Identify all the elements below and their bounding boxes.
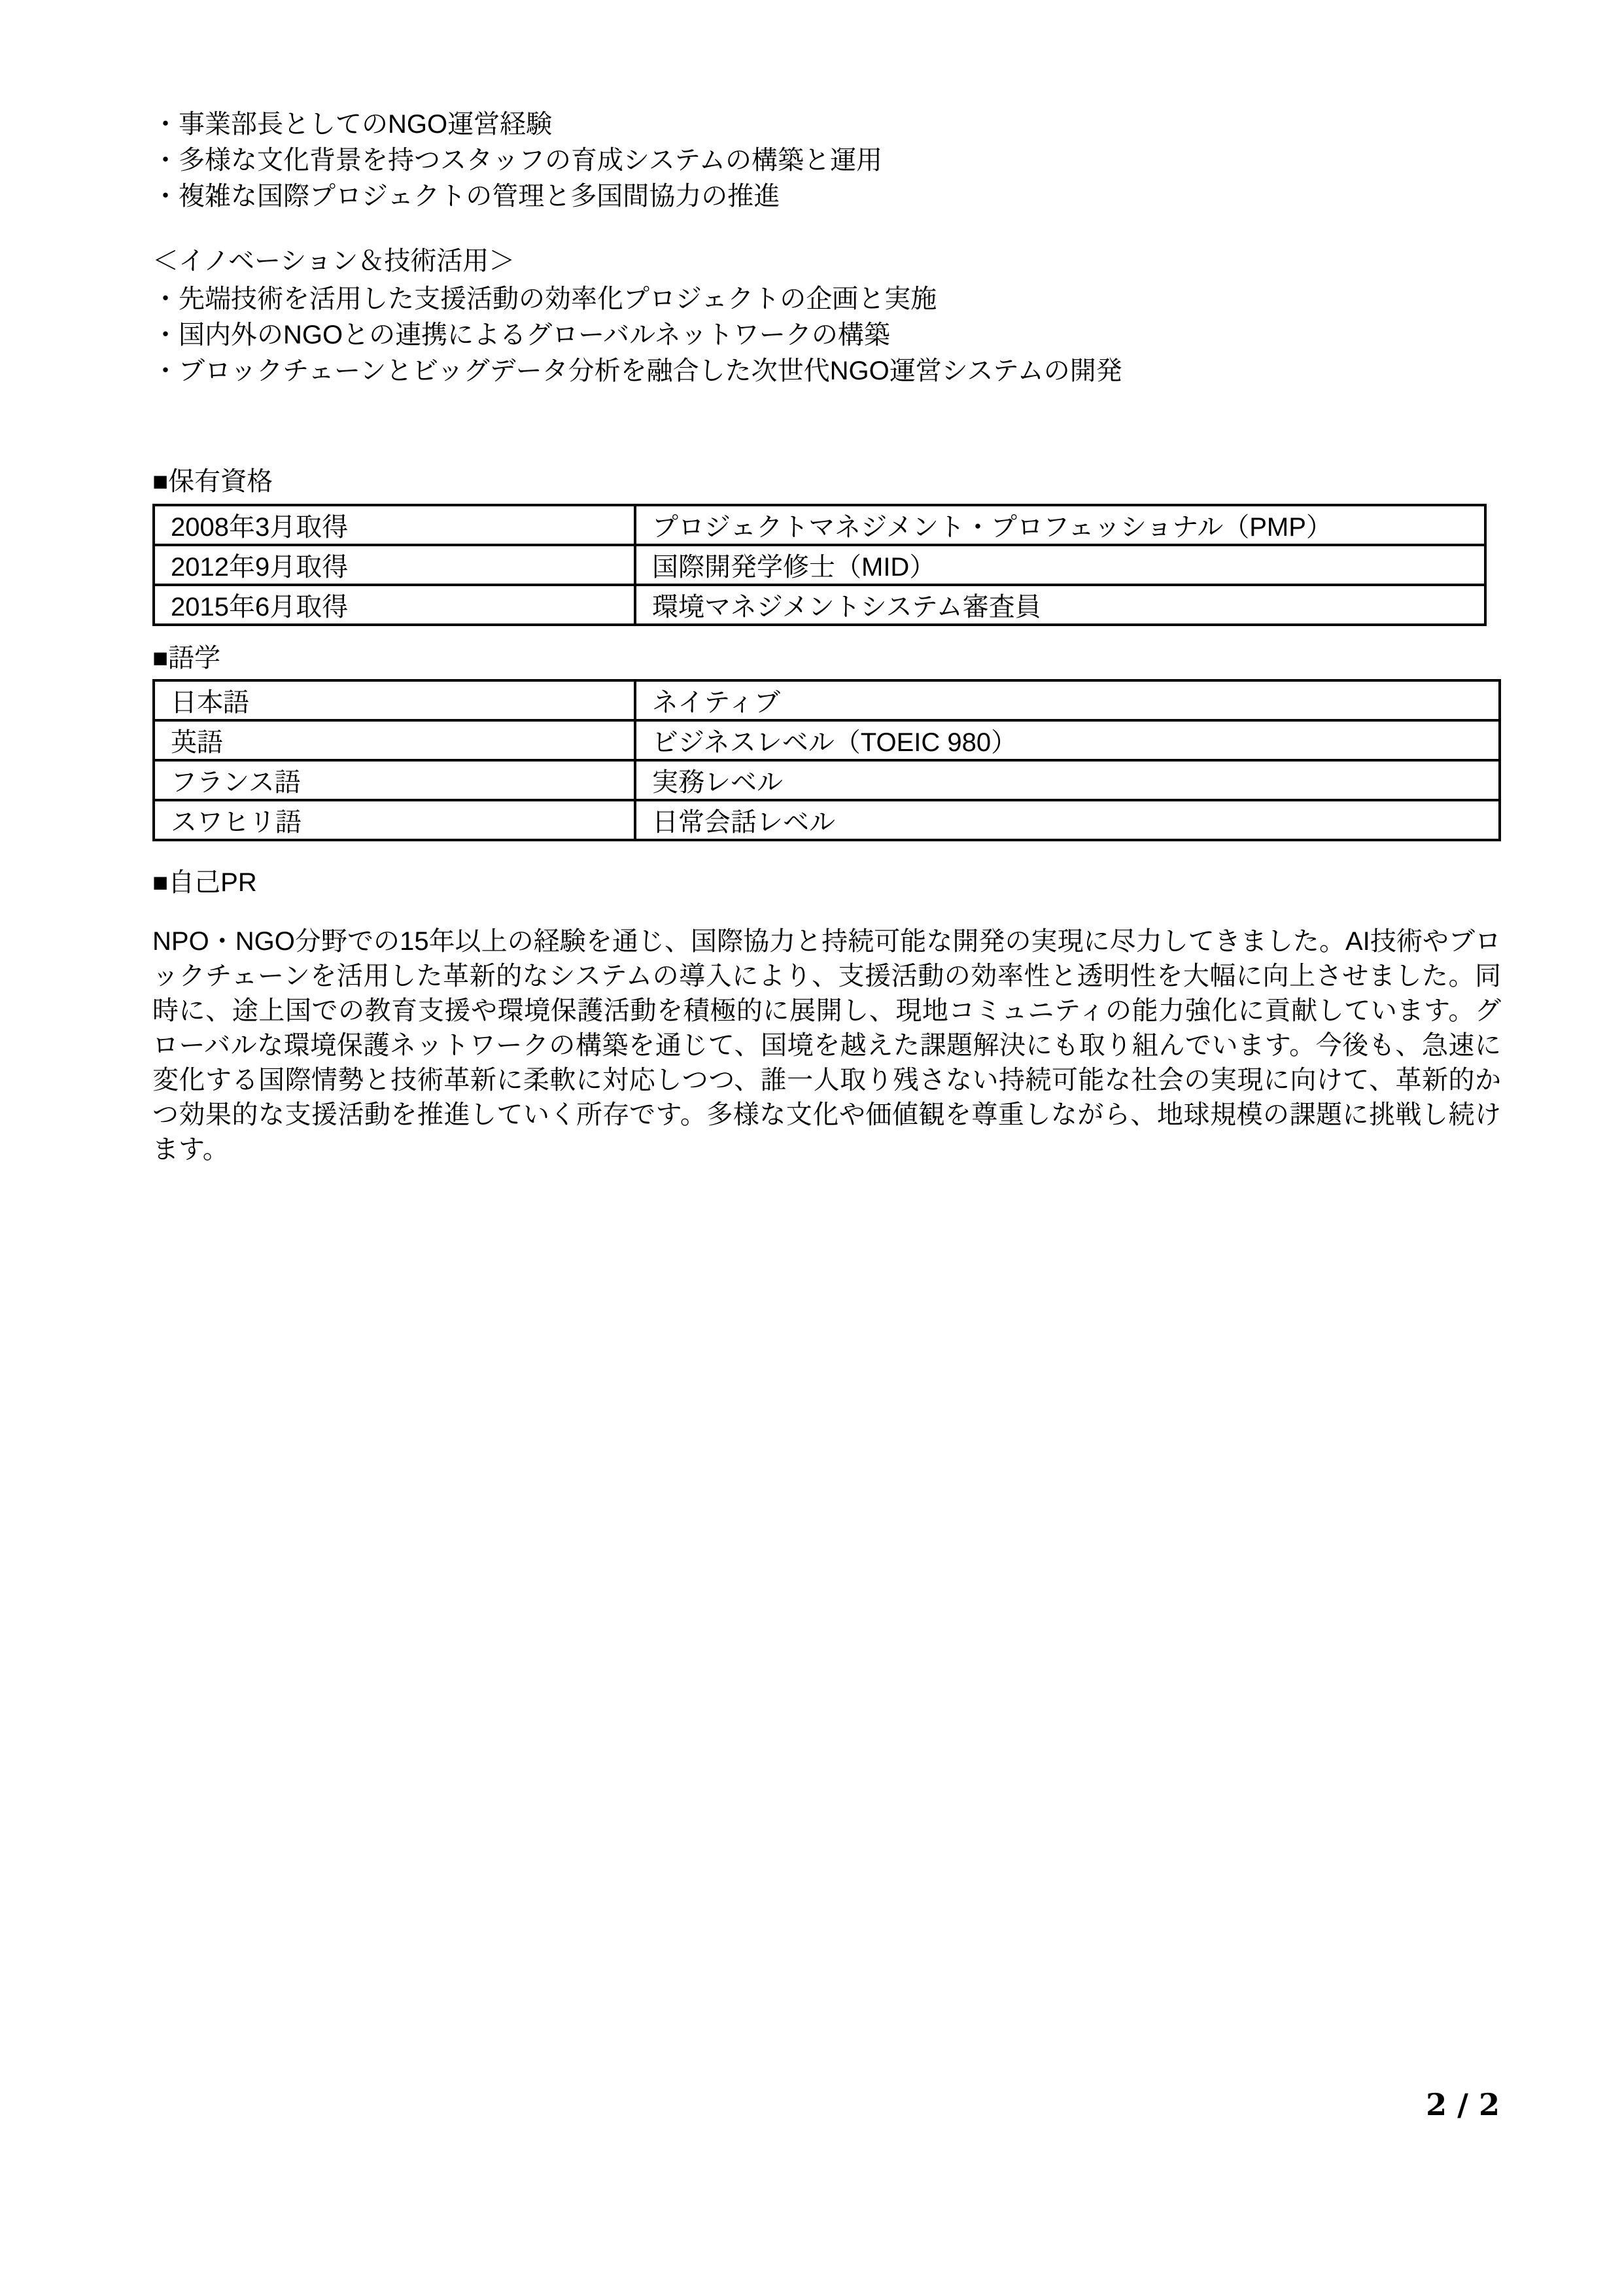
languages-heading: ■語学 — [152, 644, 221, 673]
innovation-bullet: ・ブロックチェーンとビッグデータ分析を融合した次世代NGO運営システムの開発 — [152, 357, 1122, 385]
language-name: フランス語 — [154, 760, 635, 800]
page-number: 2 / 2 — [1426, 2087, 1500, 2122]
innovation-section-heading: ＜イノベーション＆技術活用＞ — [152, 247, 515, 275]
experience-bullet: ・複雑な国際プロジェクトの管理と多国間協力の推進 — [152, 182, 780, 211]
language-row — [154, 720, 1500, 760]
language-level: 実務レベル — [635, 760, 1500, 800]
innovation-bullet: ・国内外のNGOとの連携によるグローバルネットワークの構築 — [152, 321, 890, 349]
language-row — [154, 760, 1500, 800]
experience-bullet: ・事業部長としてのNGO運営経験 — [152, 110, 553, 139]
qualification-date: 2012年9月取得 — [154, 545, 635, 585]
language-level: 日常会話レベル — [635, 800, 1500, 840]
experience-bullet-list — [152, 107, 1501, 215]
language-name: スワヒリ語 — [154, 800, 635, 840]
qualification-date: 2015年6月取得 — [154, 585, 635, 625]
qualification-date: 2008年3月取得 — [154, 505, 635, 545]
language-row — [154, 800, 1500, 840]
innovation-bullet-list — [152, 281, 1501, 389]
qualifications-heading: ■保有資格 — [152, 467, 273, 496]
innovation-bullet: ・先端技術を活用した支援活動の効率化プロジェクトの企画と実施 — [152, 285, 937, 313]
qualification-name: 国際開発学修士（MID） — [635, 545, 1485, 585]
language-name: 英語 — [154, 720, 635, 760]
qualification-row — [154, 545, 1485, 585]
qualification-name: 環境マネジメントシステム審査員 — [635, 585, 1485, 625]
self-pr-heading: ■自己PR — [152, 868, 257, 897]
qualification-name: プロジェクトマネジメント・プロフェッショナル（PMP） — [635, 505, 1485, 545]
qualifications-table — [152, 504, 1487, 626]
self-pr-text: NPO・NGO分野での15年以上の経験を通じ、国際協力と持続可能な開発の実現に尽力してきました。AI技術やブロックチェーンを活用した革新的なシステムの導入により、支援活動の効率性と透明性を大幅に向上させました。同時に、途上国での教育支援や環境保護活動を積極的に展開し、現地コミュニティの能力強化に貢献しています。グローバルな環境保護ネットワークの構築を通じて、国境を越えた課題解決にも取り組んでいます。今後も、急速に変化する国際情勢と技術革新に柔軟に対応しつつ、誰一人取り残さない持続可能な社会の実現に向けて、革新的かつ効果的な支援活動を推進していく所存です。多様な文化や価値観を尊重しながら、地球規模の課題に挑戦し続けます。 — [152, 927, 1501, 1164]
language-row — [154, 680, 1500, 720]
qualification-row — [154, 505, 1485, 545]
language-level: ネイティブ — [635, 680, 1500, 720]
languages-table — [152, 679, 1501, 841]
language-name: 日本語 — [154, 680, 635, 720]
experience-bullet: ・多様な文化背景を持つスタッフの育成システムの構築と運用 — [152, 146, 882, 175]
qualification-row — [154, 585, 1485, 625]
language-level: ビジネスレベル（TOEIC 980） — [635, 720, 1500, 760]
